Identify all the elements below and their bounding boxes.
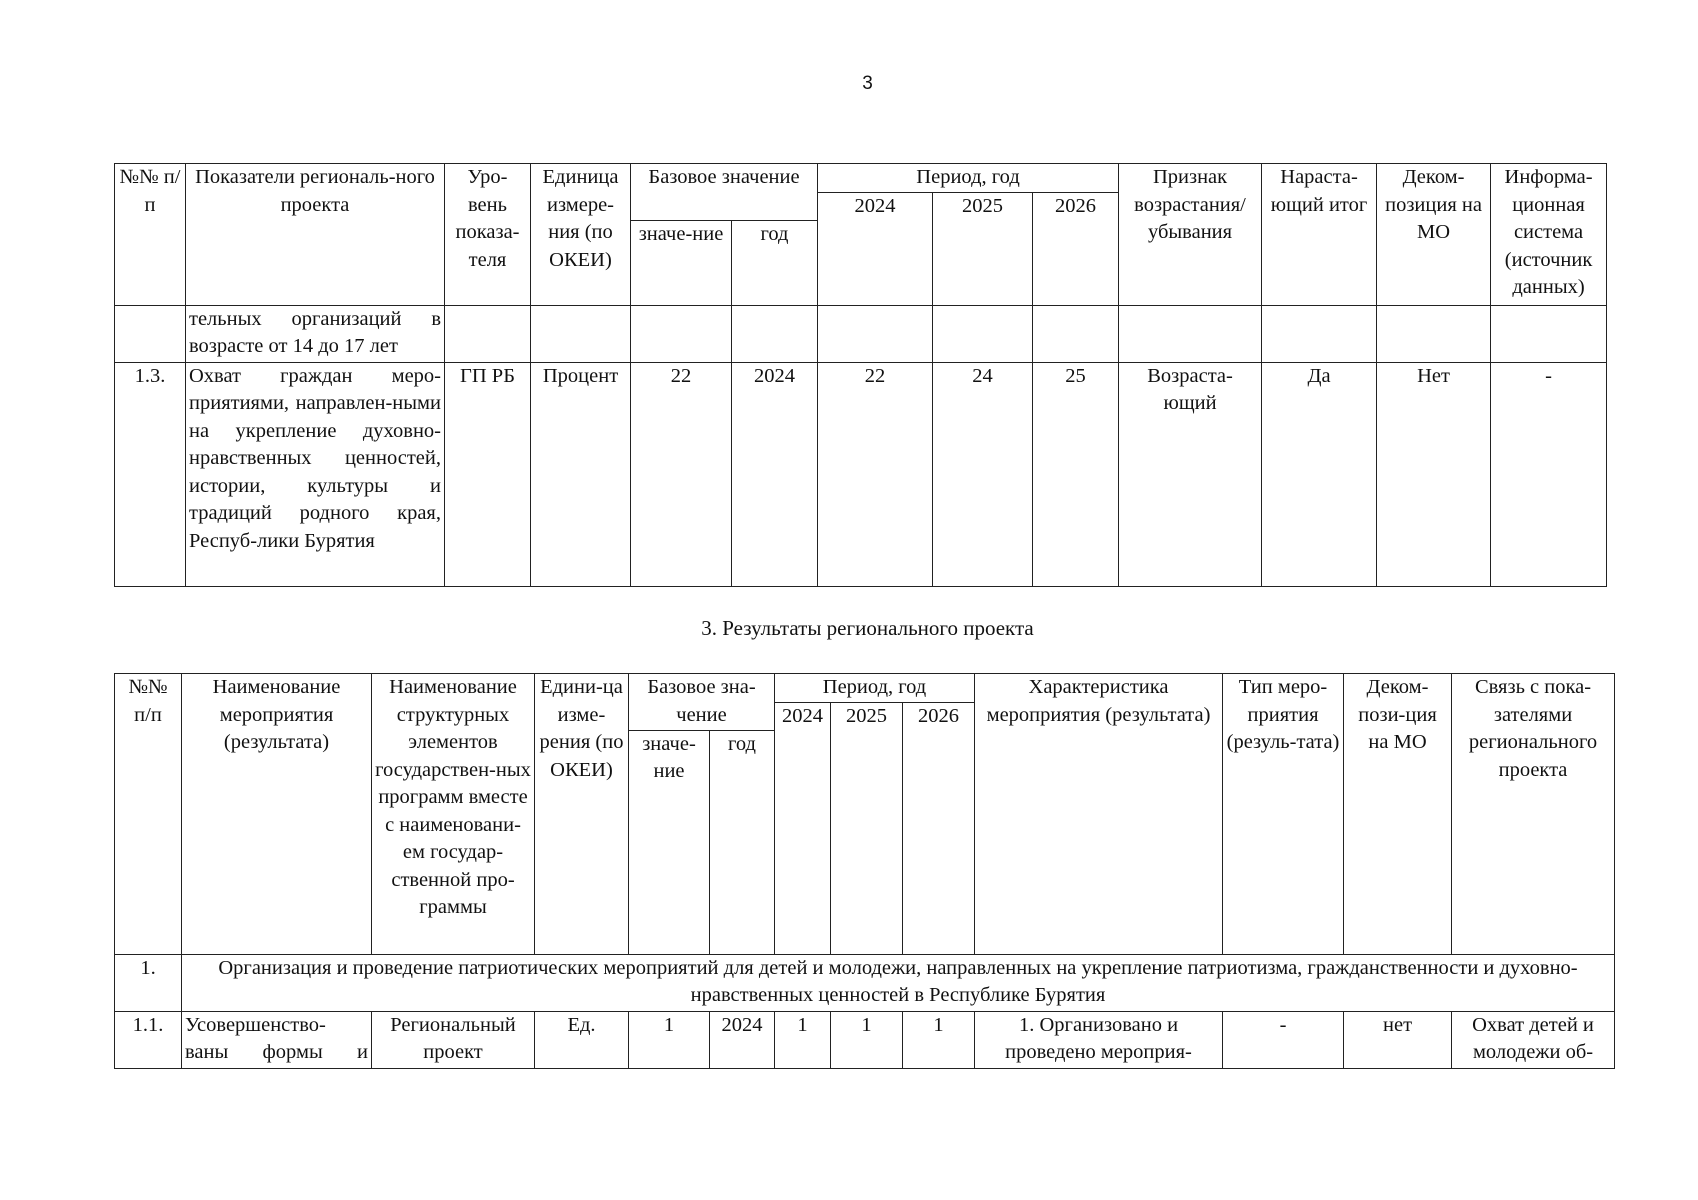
header-base: Базовое зна-чение: [629, 674, 775, 731]
row-type: -: [1223, 1011, 1344, 1068]
header-period: Период, год: [818, 164, 1119, 193]
header-trend: Признак возрастания/ убывания: [1119, 164, 1262, 306]
indicators-table: [114, 163, 1607, 587]
header-info-system: Информа-ционная система (источник данных): [1491, 164, 1607, 306]
header-name: Наименование мероприятия (результата): [182, 674, 372, 955]
header-struct: Наименование структурных элементов государствен-ных программ вместе с наименовани-ем государ-ственной про-граммы: [372, 674, 535, 955]
row-characteristic: 1. Организовано и проведено мероприя-: [975, 1011, 1223, 1068]
group-num: 1.: [115, 954, 182, 1011]
table-row: [115, 305, 1607, 362]
row-info-system: -: [1491, 362, 1607, 586]
row-unit: Ед.: [535, 1011, 629, 1068]
results-table: [114, 673, 1615, 1069]
row-base-value: 22: [631, 362, 732, 586]
header-unit: Единица измере-ния (по ОКЕИ): [531, 164, 631, 306]
header-characteristic: Характеристика мероприятия (результата): [975, 674, 1223, 955]
row-num: 1.1.: [115, 1011, 182, 1068]
header-level: Уро-вень показа-теля: [445, 164, 531, 306]
row-value-2024: 1: [775, 1011, 831, 1068]
table-row: [115, 954, 1615, 1011]
section-title: 3. Результаты регионального проекта: [701, 616, 1034, 640]
row-value-2026: 25: [1033, 362, 1119, 586]
header-year-2025: 2025: [933, 192, 1033, 305]
row-base-year: 2024: [732, 362, 818, 586]
header-type: Тип меро-приятия (резуль-тата): [1223, 674, 1344, 955]
header-year-2026: 2026: [1033, 192, 1119, 305]
row-indicator: Охват граждан меро-приятиями, направлен-ными на укрепление духовно-нравственных ценностей, истории, культуры и традиций родного края, Респуб-лики Бурятия: [186, 362, 445, 586]
row-name: Усовершенство-ваны формы и: [182, 1011, 372, 1068]
table-row: [115, 362, 1607, 586]
header-period: Период, год: [775, 674, 975, 703]
header-num: №№ п/п: [115, 164, 186, 306]
header-year-2025: 2025: [831, 702, 903, 954]
row-cumulative: Да: [1262, 362, 1377, 586]
header-base-value: значе-ние: [629, 730, 710, 954]
row-unit: Процент: [531, 362, 631, 586]
header-decomp: Деком-позиция на МО: [1377, 164, 1491, 306]
header-base: Базовое значение: [631, 164, 818, 221]
row-decomp: нет: [1344, 1011, 1452, 1068]
row-base-value: 1: [629, 1011, 710, 1068]
header-link: Связь с пока-зателями регионального проекта: [1452, 674, 1615, 955]
row-num: 1.3.: [115, 362, 186, 586]
row-link: Охват детей и молодежи об-: [1452, 1011, 1615, 1068]
row-value-2025: 1: [831, 1011, 903, 1068]
header-base-value: значе-ние: [631, 220, 732, 305]
header-base-year: год: [710, 730, 775, 954]
row-trend: Возраста-ющий: [1119, 362, 1262, 586]
header-year-2024: 2024: [818, 192, 933, 305]
header-decomp: Деком-пози-ция на МО: [1344, 674, 1452, 955]
row-value-2025: 24: [933, 362, 1033, 586]
row-value-2026: 1: [903, 1011, 975, 1068]
indicator-continuation: тельных организаций в возрасте от 14 до 17 лет: [186, 305, 445, 362]
row-value-2024: 22: [818, 362, 933, 586]
row-decomp: Нет: [1377, 362, 1491, 586]
page-number: 3: [862, 73, 873, 94]
header-num: №№ п/п: [115, 674, 182, 955]
header-cumulative: Нараста-ющий итог: [1262, 164, 1377, 306]
row-struct: Региональный проект: [372, 1011, 535, 1068]
row-level: ГП РБ: [445, 362, 531, 586]
table-row: [115, 1011, 1615, 1068]
header-year-2024: 2024: [775, 702, 831, 954]
group-title: Организация и проведение патриотических мероприятий для детей и молодежи, направленных на укрепление патриотизма, гражданственности и духовно-нравственных ценностей в Республике Бурятия: [182, 954, 1615, 1011]
header-year-2026: 2026: [903, 702, 975, 954]
header-indicator: Показатели региональ-ного проекта: [186, 164, 445, 306]
row-base-year: 2024: [710, 1011, 775, 1068]
header-base-year: год: [732, 220, 818, 305]
header-unit: Едини-ца изме-рения (по ОКЕИ): [535, 674, 629, 955]
